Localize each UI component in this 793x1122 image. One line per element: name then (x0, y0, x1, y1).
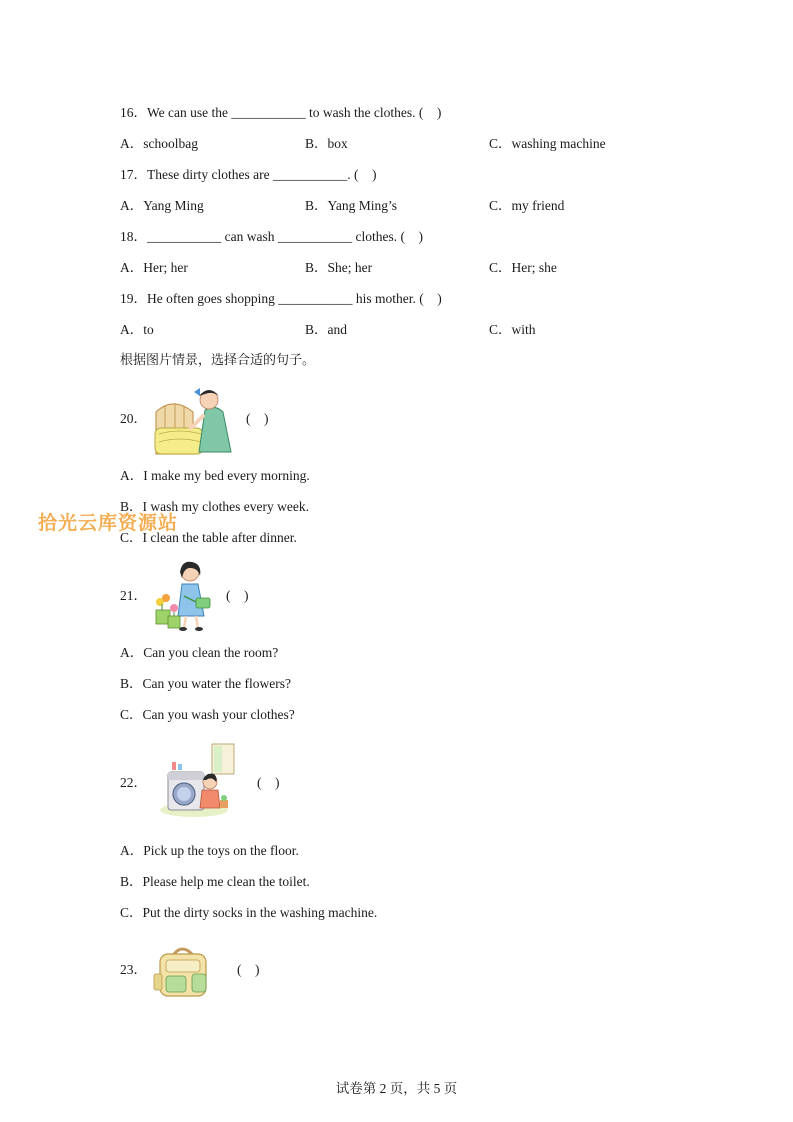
question-19-option-a: A．to (120, 322, 154, 337)
question-21-answer-paren[interactable]: ( ) (226, 588, 249, 603)
question-22-answer-paren[interactable]: ( ) (257, 775, 280, 790)
question-22-option-b: B．Please help me clean the toilet. (120, 874, 310, 889)
watermark: 拾光云库资源站 (38, 512, 179, 534)
question-17-option-b: B．Yang Ming’s (305, 198, 398, 213)
girl-watering-flowers-picture (152, 560, 218, 632)
question-16-stem: 16．We can use the ___________ to wash the clothes. ( ) (120, 105, 442, 120)
question-21-option-b: B．Can you water the flowers? (120, 676, 291, 691)
question-20-option-b: B．I wash my clothes every week. (120, 499, 309, 514)
question-19-option-c: C．with (489, 322, 536, 337)
schoolbag-picture (152, 944, 214, 1000)
question-21-option-c: C．Can you wash your clothes? (120, 707, 295, 722)
question-22-number: 22． (120, 775, 147, 790)
question-18-option-c: C．Her; she (489, 260, 557, 275)
page-footer: 试卷第 2 页，共 5 页 (335, 1081, 458, 1096)
question-23-number: 23． (120, 962, 147, 977)
question-18-option-a: A．Her; her (120, 260, 188, 275)
question-22-option-a: A．Pick up the toys on the floor. (120, 843, 299, 858)
question-20-answer-paren[interactable]: ( ) (246, 411, 269, 426)
question-16-option-c: C．washing machine (489, 136, 606, 151)
question-17-option-a: A．Yang Ming (120, 198, 204, 213)
question-16-option-a: A．schoolbag (120, 136, 198, 151)
question-17-option-c: C．my friend (489, 198, 565, 213)
question-21-number: 21． (120, 588, 147, 603)
question-22-option-c: C．Put the dirty socks in the washing machine. (120, 905, 378, 920)
girl-making-bed-picture (153, 382, 233, 456)
question-19-stem: 19．He often goes shopping ___________ his mother. ( ) (120, 291, 442, 306)
question-16-option-b: B．box (305, 136, 348, 151)
question-18-stem: 18．___________ can wash ___________ clothes. ( ) (120, 229, 423, 244)
question-23-answer-paren[interactable]: ( ) (237, 962, 260, 977)
question-20-number: 20． (120, 411, 147, 426)
question-17-stem: 17．These dirty clothes are ___________. ( ) (120, 167, 377, 182)
question-21-option-a: A．Can you clean the room? (120, 645, 279, 660)
question-20-option-a: A．I make my bed every morning. (120, 468, 310, 483)
question-18-option-b: B．She; her (305, 260, 373, 275)
girl-at-washing-machine-picture (158, 742, 236, 818)
section-instruction: 根据图片情景，选择合适的句子。 (120, 353, 316, 368)
question-20-option-c: C．I clean the table after dinner. (120, 530, 297, 545)
question-19-option-b: B．and (305, 322, 347, 337)
